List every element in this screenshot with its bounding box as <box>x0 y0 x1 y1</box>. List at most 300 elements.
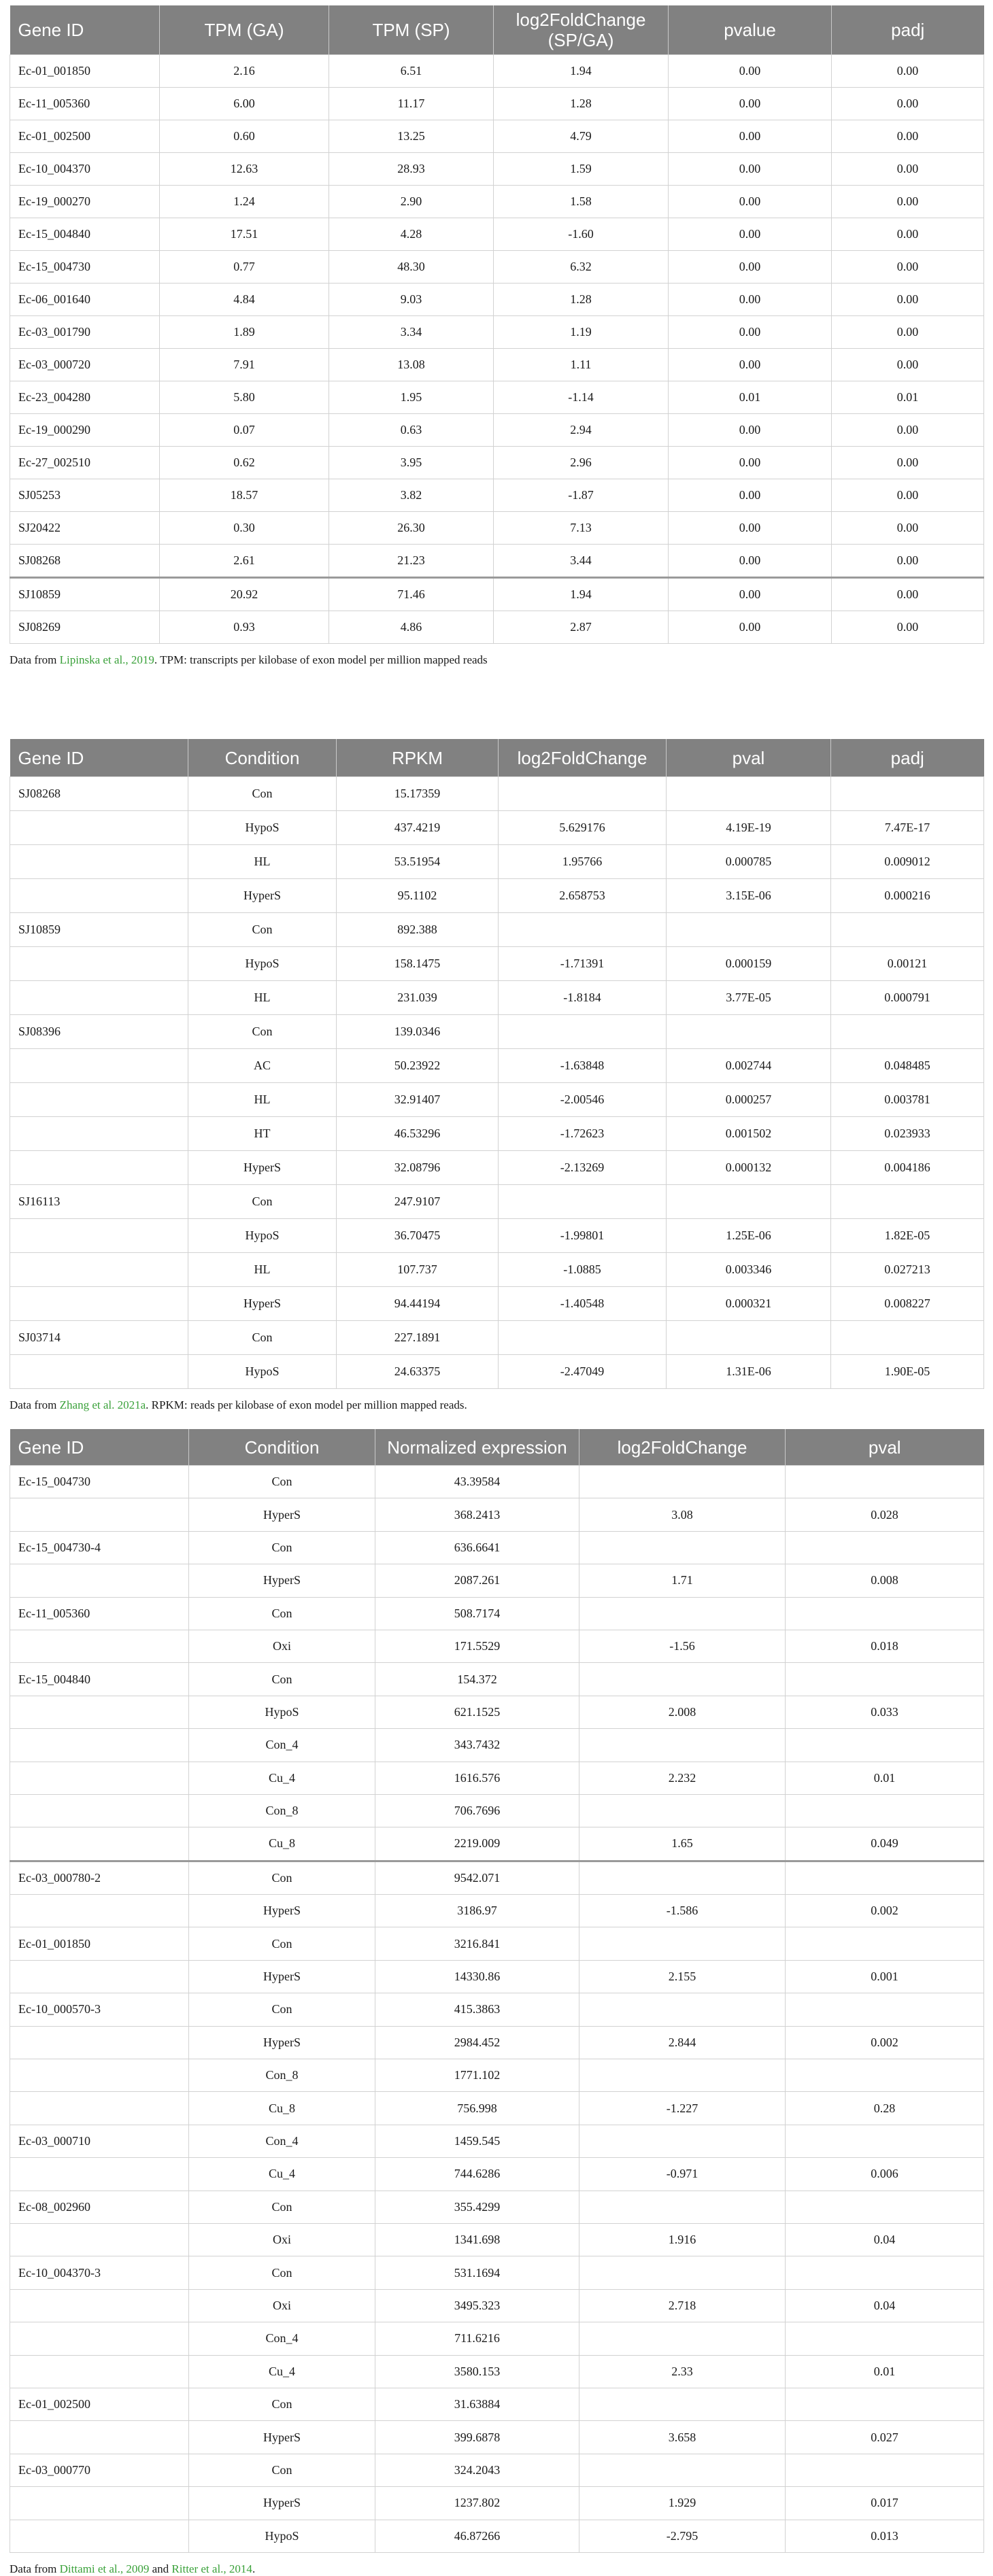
column-header: Gene ID <box>10 5 160 55</box>
table-cell: 3580.153 <box>375 2355 579 2388</box>
gene-id-cell <box>10 1827 189 1861</box>
citation-link[interactable]: Dittami et al., 2009 <box>59 2562 150 2575</box>
table-cell <box>579 2454 786 2486</box>
gene-id-cell <box>10 947 188 981</box>
table-cell: 892.388 <box>337 913 499 947</box>
column-header: Condition <box>188 739 337 777</box>
gene-id-cell <box>10 1083 188 1117</box>
table-cell: -1.63848 <box>499 1049 667 1083</box>
table-row <box>10 251 984 284</box>
table-cell: Oxi <box>189 1630 375 1662</box>
table-cell: 437.4219 <box>337 811 499 845</box>
table-cell: 1.89 <box>160 316 329 349</box>
table-cell: 1.95 <box>329 381 494 414</box>
table-cell: 1459.545 <box>375 2125 579 2157</box>
table-footnote <box>10 2562 983 2576</box>
gene-id-cell: SJ16113 <box>10 1185 188 1219</box>
table-cell <box>667 777 831 811</box>
table-cell: 1.65 <box>579 1827 786 1861</box>
table-cell: 2.155 <box>579 1960 786 1993</box>
table-cell: 0.00 <box>669 284 832 316</box>
gene-id-cell: SJ08268 <box>10 777 188 811</box>
table-cell <box>831 1015 984 1049</box>
gene-id-cell: Ec-15_004840 <box>10 218 160 251</box>
normalized-expression-table <box>10 1429 984 2553</box>
table-cell: 0.30 <box>160 512 329 545</box>
table-cell: 11.17 <box>329 88 494 120</box>
table-body <box>10 777 984 1389</box>
table-cell: 4.86 <box>329 611 494 644</box>
table-cell: 3.77E-05 <box>667 981 831 1015</box>
column-header: log2FoldChange (SP/GA) <box>494 5 669 55</box>
table-cell: 3.08 <box>579 1498 786 1531</box>
table-row <box>10 2158 984 2191</box>
gene-id-cell <box>10 2421 189 2454</box>
table-cell: 1.94 <box>494 55 669 88</box>
table-cell: 0.00 <box>669 414 832 447</box>
table-cell <box>831 913 984 947</box>
table-cell: 3.82 <box>329 479 494 512</box>
column-header: log2FoldChange <box>499 739 667 777</box>
table-cell: 0.00 <box>832 316 984 349</box>
table-cell: 0.000791 <box>831 981 984 1015</box>
gene-id-cell <box>10 1287 188 1321</box>
gene-id-cell: Ec-08_002960 <box>10 2191 189 2223</box>
gene-id-cell: SJ10859 <box>10 913 188 947</box>
table-cell: HypoS <box>189 1696 375 1728</box>
table-cell: 0.63 <box>329 414 494 447</box>
table-cell <box>579 1663 786 1696</box>
column-header: RPKM <box>337 739 499 777</box>
table-cell <box>786 1861 984 1894</box>
table-row <box>10 1663 984 1696</box>
table-cell: 0.027213 <box>831 1253 984 1287</box>
table-cell: -2.47049 <box>499 1355 667 1389</box>
table-cell: 0.008 <box>786 1564 984 1597</box>
table-cell: 13.08 <box>329 349 494 381</box>
table-cell: 0.008227 <box>831 1287 984 1321</box>
table-cell <box>579 2059 786 2092</box>
gene-id-cell <box>10 1794 189 1827</box>
table-cell: 0.00 <box>669 349 832 381</box>
table-cell: Con <box>189 1927 375 1960</box>
table-cell: 46.87266 <box>375 2520 579 2552</box>
table-cell <box>786 2191 984 2223</box>
table-row <box>10 1219 984 1253</box>
table-cell: 5.80 <box>160 381 329 414</box>
gene-id-cell <box>10 2092 189 2125</box>
table-cell: 28.93 <box>329 153 494 186</box>
table-cell: Con <box>189 1597 375 1630</box>
table-cell <box>667 1015 831 1049</box>
table-cell: 227.1891 <box>337 1321 499 1355</box>
gene-id-cell <box>10 2487 189 2520</box>
table-cell: HypoS <box>188 1355 337 1389</box>
table-cell: HyperS <box>189 1564 375 1597</box>
table-cell: Cu_4 <box>189 2158 375 2191</box>
table-cell: 0.028 <box>786 1498 984 1531</box>
table-cell: HL <box>188 845 337 879</box>
table-row <box>10 1355 984 1389</box>
table-1-block <box>10 5 983 667</box>
gene-id-cell: SJ05253 <box>10 479 160 512</box>
table-row <box>10 947 984 981</box>
table-cell: 0.00 <box>669 512 832 545</box>
table-row <box>10 777 984 811</box>
table-cell: 7.47E-17 <box>831 811 984 845</box>
table-cell: -1.8184 <box>499 981 667 1015</box>
table-cell: 0.00 <box>669 611 832 644</box>
table-cell: 636.6641 <box>375 1531 579 1564</box>
table-footnote <box>10 1398 983 1412</box>
footnote-text: Data from <box>10 2562 60 2575</box>
table-cell <box>579 1466 786 1498</box>
table-cell: Cu_8 <box>189 1827 375 1861</box>
table-cell: HyperS <box>189 1960 375 1993</box>
table-cell: 0.77 <box>160 251 329 284</box>
table-cell: 2.844 <box>579 2026 786 2059</box>
column-header: Condition <box>189 1429 375 1466</box>
table-cell: 31.63884 <box>375 2388 579 2420</box>
table-cell <box>831 1185 984 1219</box>
table-cell <box>579 2322 786 2355</box>
column-header: pval <box>786 1429 984 1466</box>
table-cell: 0.93 <box>160 611 329 644</box>
table-cell: 0.033 <box>786 1696 984 1728</box>
table-cell: Cu_8 <box>189 2092 375 2125</box>
table-cell <box>786 2125 984 2157</box>
table-cell <box>831 777 984 811</box>
gene-id-cell <box>10 1895 189 1927</box>
table-cell: 0.002744 <box>667 1049 831 1083</box>
table-footnote <box>10 653 983 667</box>
table-cell <box>786 2322 984 2355</box>
table-cell: 1.929 <box>579 2487 786 2520</box>
table-cell: 0.009012 <box>831 845 984 879</box>
table-cell: 324.2043 <box>375 2454 579 2486</box>
table-cell: 711.6216 <box>375 2322 579 2355</box>
gene-id-cell: Ec-15_004730-4 <box>10 1531 189 1564</box>
gene-id-cell: Ec-15_004840 <box>10 1663 189 1696</box>
table-3-block <box>10 1429 983 2576</box>
footnote-text: Data from <box>10 653 60 666</box>
table-cell <box>786 2059 984 2092</box>
table-cell <box>667 1321 831 1355</box>
gene-id-cell: SJ08268 <box>10 545 160 578</box>
table-cell: Con <box>188 777 337 811</box>
table-cell: Con_4 <box>189 2322 375 2355</box>
gene-id-cell: Ec-27_002510 <box>10 447 160 479</box>
header-row <box>10 739 984 777</box>
table-cell: 53.51954 <box>337 845 499 879</box>
table-cell <box>667 1185 831 1219</box>
table-cell: 2.94 <box>494 414 669 447</box>
table-cell: 36.70475 <box>337 1219 499 1253</box>
table-cell: 2.16 <box>160 55 329 88</box>
table-cell: 0.00 <box>669 316 832 349</box>
table-cell: 415.3863 <box>375 1993 579 2026</box>
table-row <box>10 349 984 381</box>
table-cell: 0.00 <box>669 545 832 578</box>
table-row <box>10 2191 984 2223</box>
gene-id-cell: SJ03714 <box>10 1321 188 1355</box>
table-row <box>10 2289 984 2322</box>
table-row <box>10 2092 984 2125</box>
table-cell: 2.33 <box>579 2355 786 2388</box>
table-row <box>10 1927 984 1960</box>
citation-link[interactable]: Zhang et al. 2021a <box>59 1398 146 1411</box>
table-cell: 2.232 <box>579 1762 786 1794</box>
table-row <box>10 1185 984 1219</box>
table-row <box>10 1049 984 1083</box>
gene-id-cell: Ec-03_000770 <box>10 2454 189 2486</box>
table-cell: 2219.009 <box>375 1827 579 1861</box>
table-cell: 14330.86 <box>375 1960 579 1993</box>
table-row <box>10 611 984 644</box>
table-cell <box>786 1466 984 1498</box>
table-cell: Con <box>189 2388 375 2420</box>
gene-id-cell: Ec-10_004370-3 <box>10 2256 189 2289</box>
table-cell: 1.28 <box>494 88 669 120</box>
gene-id-cell <box>10 2158 189 2191</box>
table-row <box>10 2223 984 2256</box>
table-cell: 0.01 <box>669 381 832 414</box>
table-row <box>10 2256 984 2289</box>
table-cell: 0.00 <box>832 88 984 120</box>
table-cell: 1.25E-06 <box>667 1219 831 1253</box>
table-cell: -1.0885 <box>499 1253 667 1287</box>
table-cell: 0.00 <box>832 186 984 218</box>
rpkm-table <box>10 739 984 1389</box>
gene-id-cell: SJ10859 <box>10 578 160 611</box>
column-header: pval <box>667 739 831 777</box>
table-cell: 343.7432 <box>375 1729 579 1762</box>
table-cell: 247.9107 <box>337 1185 499 1219</box>
table-cell: -1.99801 <box>499 1219 667 1253</box>
table-cell: 158.1475 <box>337 947 499 981</box>
table-cell <box>786 1729 984 1762</box>
gene-id-cell <box>10 1564 189 1597</box>
table-cell: 71.46 <box>329 578 494 611</box>
table-row <box>10 578 984 611</box>
table-cell: 3186.97 <box>375 1895 579 1927</box>
gene-id-cell <box>10 1762 189 1794</box>
table-cell: 0.001 <box>786 1960 984 1993</box>
table-cell <box>499 777 667 811</box>
table-cell: -1.227 <box>579 2092 786 2125</box>
table-row <box>10 447 984 479</box>
table-row <box>10 1287 984 1321</box>
table-cell: 13.25 <box>329 120 494 153</box>
table-cell: 0.00 <box>832 284 984 316</box>
gene-id-cell: Ec-19_000290 <box>10 414 160 447</box>
gene-id-cell <box>10 2520 189 2552</box>
gene-id-cell <box>10 2223 189 2256</box>
table-cell: 1.28 <box>494 284 669 316</box>
table-row <box>10 1993 984 2026</box>
gene-id-cell <box>10 981 188 1015</box>
gene-id-cell: SJ20422 <box>10 512 160 545</box>
table-row <box>10 153 984 186</box>
table-cell: HypoS <box>188 1219 337 1253</box>
header-row <box>10 1429 984 1466</box>
table-cell: HT <box>188 1117 337 1151</box>
table-cell: -1.586 <box>579 1895 786 1927</box>
table-cell: 3.658 <box>579 2421 786 2454</box>
table-cell: 0.00 <box>832 120 984 153</box>
gene-id-cell: Ec-01_001850 <box>10 55 160 88</box>
gene-id-cell <box>10 1630 189 1662</box>
gene-id-cell: Ec-01_001850 <box>10 1927 189 1960</box>
gene-id-cell <box>10 1355 188 1389</box>
table-cell: 2.718 <box>579 2289 786 2322</box>
table-cell: 1771.102 <box>375 2059 579 2092</box>
gene-id-cell: Ec-01_002500 <box>10 120 160 153</box>
table-cell <box>499 913 667 947</box>
table-cell <box>499 1015 667 1049</box>
column-header: log2FoldChange <box>579 1429 786 1466</box>
table-cell: 46.53296 <box>337 1117 499 1151</box>
table-cell: 399.6878 <box>375 2421 579 2454</box>
table-cell: 4.79 <box>494 120 669 153</box>
table-cell: 0.07 <box>160 414 329 447</box>
column-header: TPM (SP) <box>329 5 494 55</box>
table-cell: 706.7696 <box>375 1794 579 1827</box>
table-cell: Oxi <box>189 2289 375 2322</box>
table-cell: 32.08796 <box>337 1151 499 1185</box>
table-cell: -1.60 <box>494 218 669 251</box>
table-cell: 21.23 <box>329 545 494 578</box>
table-cell: HyperS <box>188 1151 337 1185</box>
gene-id-cell: Ec-10_000570-3 <box>10 1993 189 2026</box>
table-cell: 1.11 <box>494 349 669 381</box>
table-cell: HyperS <box>189 1498 375 1531</box>
gene-id-cell <box>10 1219 188 1253</box>
table-cell <box>786 1794 984 1827</box>
gene-id-cell <box>10 1253 188 1287</box>
gene-id-cell <box>10 2322 189 2355</box>
table-cell: 0.048485 <box>831 1049 984 1083</box>
table-cell <box>667 913 831 947</box>
gene-id-cell: Ec-19_000270 <box>10 186 160 218</box>
table-cell: 0.00 <box>669 186 832 218</box>
table-cell: 0.000257 <box>667 1083 831 1117</box>
gene-id-cell: Ec-15_004730 <box>10 1466 189 1498</box>
table-cell: 0.28 <box>786 2092 984 2125</box>
table-cell: 139.0346 <box>337 1015 499 1049</box>
table-cell: 0.027 <box>786 2421 984 2454</box>
table-cell: 1.24 <box>160 186 329 218</box>
table-row <box>10 479 984 512</box>
table-cell: 3.34 <box>329 316 494 349</box>
table-cell: 32.91407 <box>337 1083 499 1117</box>
gene-id-cell <box>10 1117 188 1151</box>
table-cell: Con <box>188 1321 337 1355</box>
table-cell: 15.17359 <box>337 777 499 811</box>
table-cell: 231.039 <box>337 981 499 1015</box>
table-cell: 18.57 <box>160 479 329 512</box>
table-cell: 5.629176 <box>499 811 667 845</box>
table-cell: 2.96 <box>494 447 669 479</box>
table-cell: 7.13 <box>494 512 669 545</box>
table-cell: 1.71 <box>579 1564 786 1597</box>
footnote-text: . <box>252 2562 256 2575</box>
table-row <box>10 879 984 913</box>
table-cell: 2984.452 <box>375 2026 579 2059</box>
gene-id-cell <box>10 1729 189 1762</box>
table-cell: 1.59 <box>494 153 669 186</box>
table-cell: HL <box>188 1083 337 1117</box>
table-cell: 0.004186 <box>831 1151 984 1185</box>
gene-id-cell: Ec-06_001640 <box>10 284 160 316</box>
table-row <box>10 512 984 545</box>
table-cell: 17.51 <box>160 218 329 251</box>
citation-link[interactable]: Lipinska et al., 2019 <box>59 653 154 666</box>
table-row <box>10 2421 984 2454</box>
table-row <box>10 1466 984 1498</box>
gene-id-cell <box>10 2289 189 2322</box>
table-cell <box>786 2256 984 2289</box>
table-cell: 0.00 <box>832 349 984 381</box>
gene-id-cell <box>10 2355 189 2388</box>
table-row <box>10 1498 984 1531</box>
table-cell: 48.30 <box>329 251 494 284</box>
footnote-text: Data from <box>10 1398 60 1411</box>
table-cell: Oxi <box>189 2223 375 2256</box>
table-row <box>10 1630 984 1662</box>
table-row <box>10 2454 984 2486</box>
gene-id-cell: Ec-11_005360 <box>10 88 160 120</box>
table-cell: 3.95 <box>329 447 494 479</box>
gene-id-cell <box>10 1696 189 1728</box>
table-cell <box>579 1794 786 1827</box>
table-cell: 3495.323 <box>375 2289 579 2322</box>
gene-id-cell: Ec-23_004280 <box>10 381 160 414</box>
table-row <box>10 1083 984 1117</box>
table-cell: 0.01 <box>832 381 984 414</box>
table-cell: HypoS <box>188 811 337 845</box>
table-cell: Con <box>189 2454 375 2486</box>
table-row <box>10 1015 984 1049</box>
table-cell: 0.00 <box>669 88 832 120</box>
table-cell: 0.000321 <box>667 1287 831 1321</box>
table-row <box>10 120 984 153</box>
table-cell: 0.00 <box>669 153 832 186</box>
table-cell <box>579 2388 786 2420</box>
table-cell: 95.1102 <box>337 879 499 913</box>
table-cell: -2.795 <box>579 2520 786 2552</box>
gene-id-cell: Ec-01_002500 <box>10 2388 189 2420</box>
table-cell <box>786 1597 984 1630</box>
table-cell: HypoS <box>188 947 337 981</box>
table-row <box>10 1321 984 1355</box>
table-row <box>10 55 984 88</box>
table-cell: -1.40548 <box>499 1287 667 1321</box>
table-cell: 0.003781 <box>831 1083 984 1117</box>
table-cell: 0.00 <box>669 55 832 88</box>
table-cell: 744.6286 <box>375 2158 579 2191</box>
table-cell: 0.00121 <box>831 947 984 981</box>
table-cell: 12.63 <box>160 153 329 186</box>
table-row <box>10 1861 984 1894</box>
citation-link[interactable]: Ritter et al., 2014 <box>171 2562 252 2575</box>
table-cell: 0.01 <box>786 2355 984 2388</box>
table-cell: -1.72623 <box>499 1117 667 1151</box>
table-cell: Con <box>189 1993 375 2026</box>
table-cell <box>579 2191 786 2223</box>
table-cell: 3216.841 <box>375 1927 579 1960</box>
gene-id-cell: Ec-15_004730 <box>10 251 160 284</box>
